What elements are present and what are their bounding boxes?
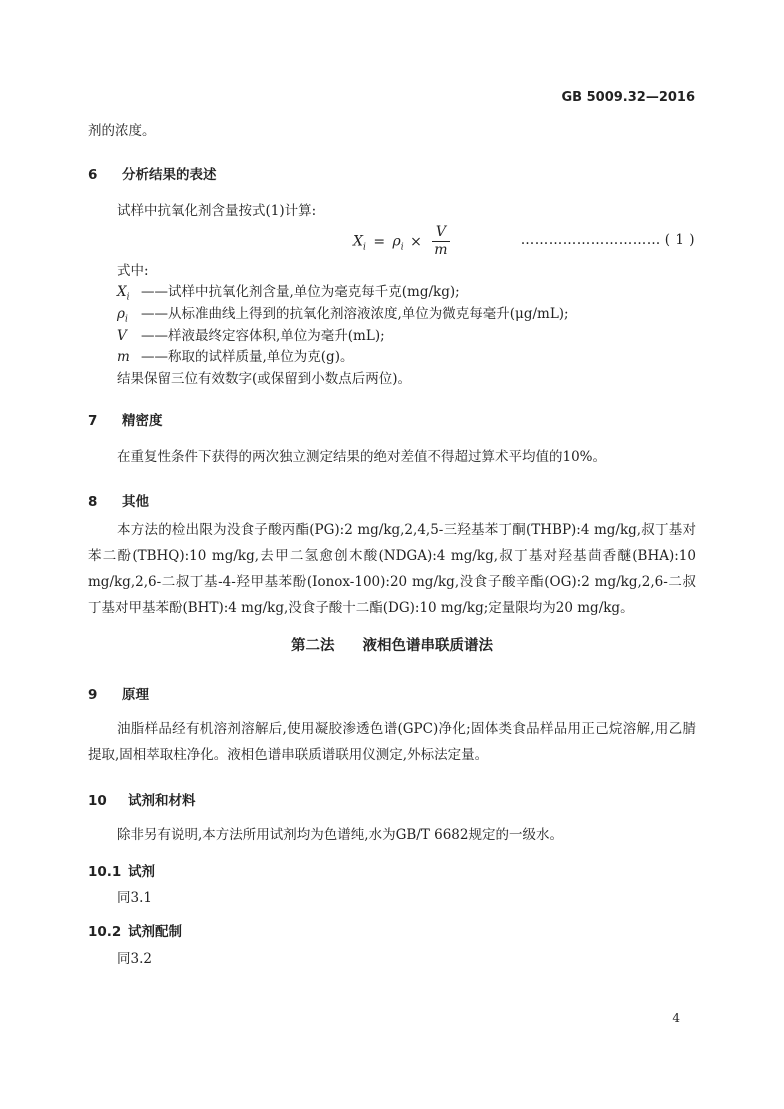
formula-lhs-sub: i	[362, 242, 366, 253]
definition-item	[117, 347, 353, 367]
method-title	[0, 634, 784, 655]
section-10-2-text: 同3.2	[117, 951, 152, 967]
page-number: 4	[672, 1011, 680, 1025]
def-text: ——样液最终定容体积,单位为毫升(mL);	[141, 328, 385, 344]
continuation-text: 剂的浓度。	[88, 123, 156, 139]
def-subscript: i	[126, 292, 130, 303]
where-label: 式中:	[117, 263, 149, 279]
def-text: ——从标准曲线上得到的抗氧化剂溶液浓度,单位为微克每毫升(μg/mL);	[141, 306, 569, 322]
section-10-1-text: 同3.1	[117, 890, 152, 906]
formula-intro: 试样中抗氧化剂含量按式(1)计算:	[117, 203, 317, 219]
section-title: 试剂和材料	[128, 793, 196, 809]
fraction-numerator: V	[432, 224, 449, 242]
def-text: ——试样中抗氧化剂含量,单位为毫克每千克(mg/kg);	[141, 284, 460, 300]
section-number: 9	[88, 687, 98, 703]
section-number: 7	[88, 413, 98, 429]
def-symbol: V	[117, 328, 127, 344]
section-10-2-heading	[88, 920, 182, 940]
section-title: 精密度	[122, 413, 163, 429]
fraction-denominator: m	[434, 242, 448, 258]
section-10-heading	[88, 789, 196, 809]
method-part1: 第二法	[291, 638, 335, 654]
def-subscript: i	[124, 314, 128, 325]
def-text: ——称取的试样质量,单位为克(g)。	[141, 349, 354, 365]
def-symbol: ρ	[117, 306, 125, 322]
section-title: 分析结果的表述	[122, 167, 217, 183]
rounding-note: 结果保留三位有效数字(或保留到小数点后两位)。	[117, 371, 412, 387]
section-title: 试剂配制	[128, 924, 182, 940]
section-10-1-heading	[88, 860, 155, 880]
formula-times: ×	[410, 233, 422, 250]
section-8-text: 本方法的检出限为没食子酸丙酯(PG):2 mg/kg,2,4,5-三羟基苯丁酮(THBP):4 mg/kg,叔丁基对苯二酚(TBHQ):10 mg/kg,去甲二氢愈创木酸(NDGA):4 mg/kg,叔丁基对羟基茴香醚(BHA):10 mg/kg,2,6-二叔丁基-4-羟甲基苯酚(Ionox-100):20 mg/kg,没食子酸辛酯(OG):2 mg/kg,2,6-二叔丁基对甲基苯酚(BHT):4 mg/kg,没食子酸十二酯(DG):10 mg/kg;定量限均为20 mg/kg。	[88, 522, 696, 616]
definition-item	[117, 326, 385, 346]
section-8-heading	[88, 490, 149, 510]
formula-eq: =	[373, 233, 386, 250]
formula-label: ( 1 )	[664, 232, 695, 248]
standard-id: GB 5009.32—2016	[561, 90, 695, 105]
section-title: 试剂	[128, 864, 155, 880]
def-symbol: m	[117, 349, 130, 365]
section-9-text: 油脂样品经有机溶剂溶解后,使用凝胶渗透色谱(GPC)净化;固体类食品样品用正己烷溶解,用乙腈提取,固相萃取柱净化。液相色谱串联质谱联用仪测定,外标法定量。	[88, 721, 696, 763]
formula-fraction	[432, 224, 449, 259]
method-part2: 液相色谱串联质谱法	[362, 638, 493, 654]
section-6-heading	[88, 163, 217, 183]
section-9-heading	[88, 683, 149, 703]
section-number: 10.1	[88, 864, 122, 880]
formula-rho: ρ	[392, 233, 401, 250]
section-title: 原理	[122, 687, 149, 703]
def-symbol: X	[117, 284, 127, 300]
formula-dots: …………………………	[520, 232, 661, 248]
section-7-heading	[88, 409, 163, 429]
section-title: 其他	[122, 494, 149, 510]
section-7-text: 在重复性条件下获得的两次独立测定结果的绝对差值不得超过算术平均值的10%。	[117, 449, 607, 465]
section-number: 6	[88, 167, 98, 183]
formula-leader	[521, 232, 695, 248]
section-number: 10.2	[88, 924, 122, 940]
section-10-text: 除非另有说明,本方法所用试剂均为色谱纯,水为GB/T 6682规定的一级水。	[117, 827, 563, 843]
formula-lhs: X	[353, 233, 363, 250]
section-number: 8	[88, 494, 98, 510]
formula	[353, 224, 450, 259]
formula-rho-sub: i	[400, 242, 404, 253]
section-number: 10	[88, 793, 107, 809]
